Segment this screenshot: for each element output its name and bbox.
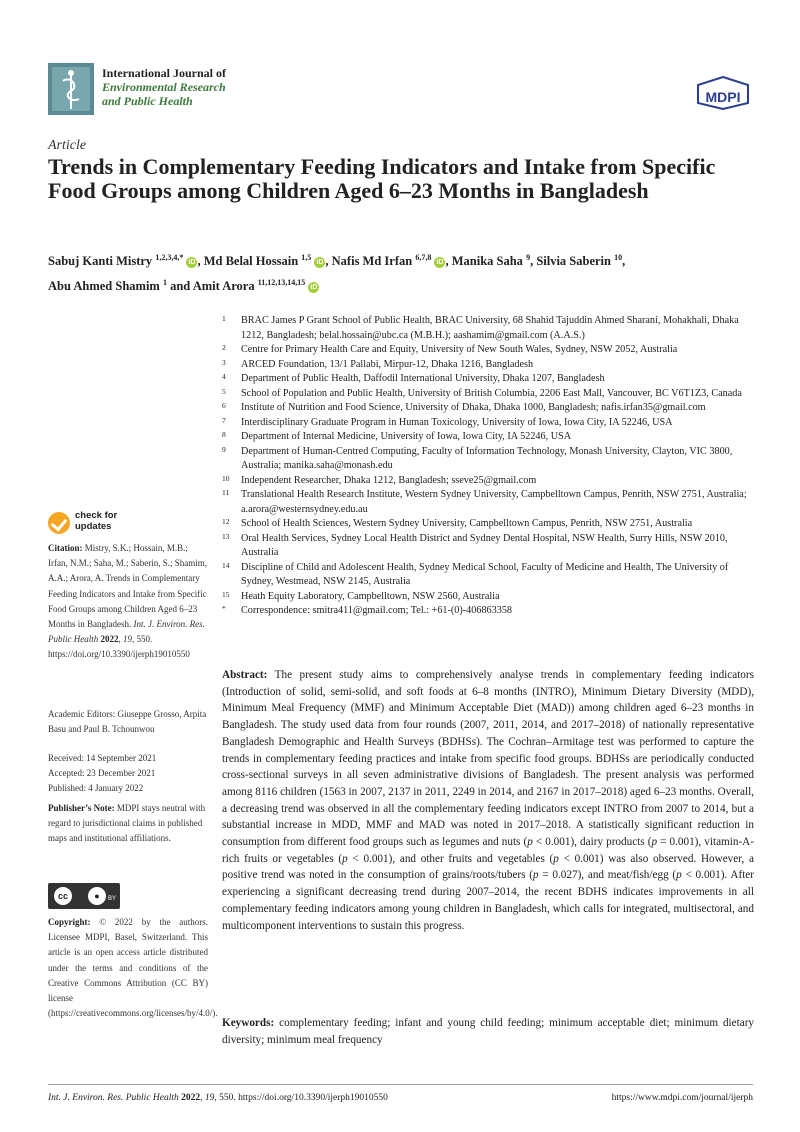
footer-doi[interactable]: , 550. https://doi.org/10.3390/ijerph19010550 — [214, 1093, 388, 1103]
author-separator: and — [166, 279, 193, 294]
author-name[interactable]: Silvia Saberin — [536, 254, 611, 269]
publisher-note-label: Publisher’s Note: — [48, 803, 115, 813]
affiliation-number: * — [222, 604, 226, 613]
affiliation-number: 14 — [222, 560, 230, 570]
affiliation-item — [222, 358, 762, 373]
orcid-icon[interactable]: iD — [188, 259, 196, 267]
affiliation-list — [222, 314, 762, 619]
affiliation-item — [222, 343, 762, 358]
citation-label: Citation: — [48, 543, 83, 553]
affiliation-item — [222, 445, 762, 474]
author-affiliation-marker: 1 — [162, 278, 167, 288]
affiliation-number: 7 — [222, 415, 226, 425]
author-affiliation-marker: 11,12,13,14,15 — [257, 278, 306, 288]
affiliation-text: Institute of Nutrition and Food Science, University of Dhaka, Dhaka 1000, Bangladesh; nafis.irfan35@gmail.com — [241, 402, 706, 413]
affiliation-text: School of Population and Public Health, University of British Columbia, 2206 East Mall, Vancouver, BC V6T1Z3, Canada — [241, 387, 742, 399]
author-name[interactable]: Abu Ahmed Shamim — [48, 279, 160, 294]
caduceus-icon — [48, 63, 94, 115]
article-title: Trends in Complementary Feeding Indicators and Intake from Specific Food Groups among Children Aged 6–23 Months in Bangladesh — [48, 154, 716, 203]
affiliation-item — [222, 532, 762, 561]
author-name[interactable]: Md Belal Hossain — [203, 254, 299, 269]
publisher-note — [48, 801, 208, 847]
author-name[interactable]: Amit Arora — [192, 279, 255, 294]
journal-name — [102, 66, 226, 108]
citation-volume: 19 — [123, 634, 132, 645]
orcid-icon[interactable]: iD — [316, 259, 324, 267]
author-affiliation-marker: 1,5 — [301, 253, 312, 262]
affiliation-text: Heath Equity Laboratory, Campbelltown, NSW 2560, Australia — [241, 590, 500, 602]
academic-editors: Academic Editors: Giuseppe Grosso, Arpita Basu and Paul B. Tchounwou — [48, 709, 207, 735]
affiliation-number: 13 — [222, 531, 230, 541]
citation-year: 2022 — [100, 634, 119, 645]
orcid-icon[interactable]: iD — [310, 284, 318, 292]
keywords-text: complementary feeding; infant and young child feeding; minimum acceptable diet; minimum dietary diversity; minimum meal frequency — [222, 1017, 755, 1046]
p-value-symbol: p — [651, 836, 658, 849]
by-person-icon: ● — [88, 887, 106, 905]
footer-divider — [48, 1084, 753, 1085]
affiliation-number: 11 — [222, 488, 230, 497]
affiliation-item — [222, 387, 762, 402]
abstract-text-1: The present study aims to comprehensively analyse trends in complementary feeding indicators (Introduction of solid, semi-solid, and soft foods at 6–8 months (INTRO), Minimum Dietary Diversity (MDD), Minimum Meal Frequency (MMF) and Minimum Acceptable Diet (MAD)) among children aged 6–23 months in Bangladesh. The study used data from four rounds (2007, 2011, 2014, and 2017–2018) of nationally representative Bangladesh Demographic and Health Surveys (BDHSs). The Cochran–Armitage test was performed to capture the trends in complementary feeding practices and intake from specific food groups. BDHSs are periodically conducted cross-sectional surveys in all seven administrative divisions of Bangladesh. The present analysis was performed among 8116 children (1563 in 2007, 2137 in 2011, 2249 in 2014, and 2167 in 2017–2018) aged 6–23 months. Overall, a decreasing trend was observed in all the complementary feeding indicators except INTRO from 2007 to 2014, but a substantial increase in MDD, MMF and MAD was noted in 2017–2018. A statistically significant reduction in consumption from different food groups such as legumes and nuts ( — [222, 669, 754, 849]
p-value-symbol: p — [676, 869, 682, 882]
author-name[interactable]: Sabuj Kanti Mistry — [48, 254, 153, 269]
affiliation-item — [222, 474, 762, 489]
affiliation-text: Department of Human-Centred Computing, Faculty of Information Technology, Monash University, Clayton, VIC 3800, Australia; manika.saha@monash.edu — [241, 445, 733, 471]
abstract-text-2: < 0.001), dairy products ( — [532, 836, 652, 849]
author-affiliation-marker: 6,7,8 — [415, 253, 432, 262]
received-date: Received: 14 September 2021 — [48, 753, 157, 763]
affiliation-item — [222, 590, 762, 605]
footer-year: 2022 — [181, 1093, 201, 1103]
affiliation-text: ARCED Foundation, 13/1 Pallabi, Mirpur-12, Dhaka 1216, Bangladesh — [241, 358, 534, 370]
by-label: BY — [108, 896, 117, 902]
affiliation-item — [222, 517, 762, 532]
affiliation-text: Oral Health Services, Sydney Local Health District and Sydney Dental Hospital, NSW Health, Surry Hills, NSW 2010, Australia — [241, 532, 728, 558]
publisher-note-text: MDPI stays neutral with regard to jurisdictional claims in published maps and institutional affiliations. — [48, 803, 206, 844]
orcid-icon[interactable]: iD — [436, 259, 444, 267]
affiliation-number: 4 — [222, 372, 226, 381]
abstract-text-5: < 0.001) was also observed. However, a positive trend was noted in the consumption of grains/roots/tubers ( — [222, 852, 754, 882]
affiliation-item — [222, 604, 762, 619]
affiliation-text: Correspondence: smitra411@gmail.com; Tel.: +61-(0)-406863358 — [241, 605, 513, 616]
author-separator: , — [530, 254, 537, 269]
affiliation-number: 3 — [222, 357, 226, 367]
affiliation-item — [222, 416, 762, 431]
affiliation-text: Discipline of Child and Adolescent Health, Sydney Medical School, Faculty of Medicine and Health, The University of Sydney, Westmead, NSW 2145, Australia — [241, 561, 729, 587]
abstract-text-6: = 0.027), and meat/fish/egg ( — [538, 869, 677, 882]
p-value-symbol: p — [527, 836, 533, 849]
cc-by-license-badge[interactable] — [48, 883, 120, 909]
affiliation-item — [222, 372, 762, 387]
affiliation-number: 12 — [222, 517, 230, 526]
citation-block: Citation: Mistry, S.K.; Hossain, M.B.; Irfan, N.M.; Saha, M.; Saberin, S.; Shamim, A.A.; Arora, A. Trends in Complementary Feeding Indicators and Intake from Specific Food Groups among Children Aged 6–23 Months in Bangladesh. Int. J. Environ. Res. Public Health 2022, 19, 550. https://doi.org/10.3390/ijerph19010550 — [48, 543, 207, 660]
affiliation-number: 6 — [222, 401, 226, 410]
affiliation-text: BRAC James P Grant School of Public Health, BRAC University, 68 Shahid Tajuddin Ahmed Sharani, Mohakhali, Dhaka 1212, Bangladesh; belal.hossain@ubc.ca (M.B.H.); aashamim@gmail.com (A.A.S.) — [241, 315, 739, 341]
affiliation-text: Independent Researcher, Dhaka 1212, Bangladesh; sseve25@gmail.com — [241, 474, 537, 486]
author-separator: , — [197, 254, 204, 269]
journal-name-line3: and Public Health — [102, 94, 193, 108]
footer-volume: 19 — [204, 1093, 215, 1103]
journal-name-line2: Environmental Research — [102, 80, 226, 94]
affiliation-number: 9 — [222, 444, 226, 454]
affiliation-text: School of Health Sciences, Western Sydney University, Campbelltown Campus, Penrith, NSW 2751, Australia — [241, 518, 693, 529]
author-list — [48, 247, 753, 297]
affiliation-text: Interdisciplinary Graduate Program in Human Toxicology, University of Iowa, Iowa City, IA 52246, USA — [241, 416, 673, 428]
author-separator: , — [622, 254, 626, 269]
accepted-date: Accepted: 23 December 2021 — [48, 768, 156, 779]
author-name[interactable]: Nafis Md Irfan — [331, 254, 413, 269]
affiliation-number: 15 — [222, 589, 230, 599]
copyright-text: © 2022 by the authors. Licensee MDPI, Basel, Switzerland. This article is an open access article distributed under the terms and conditions of the Creative Commons Attribution (CC BY) license (https://creativecommons.org/licenses/by/4.0/). — [48, 917, 218, 1019]
affiliation-item — [222, 430, 762, 445]
publication-dates — [48, 751, 208, 797]
citation-doi[interactable]: , 550. https://doi.org/10.3390/ijerph19010550 — [48, 634, 190, 660]
affiliation-text: Department of Internal Medicine, University of Iowa, Iowa City, IA 52246, USA — [241, 431, 572, 442]
author-separator: , — [445, 254, 452, 269]
p-value-symbol: p — [553, 852, 559, 865]
journal-logo — [48, 63, 94, 115]
check-updates-line1: check for — [75, 510, 118, 521]
p-value-symbol: p — [342, 852, 348, 865]
abstract-label: Abstract: — [222, 669, 268, 681]
author-affiliation-marker: 10 — [614, 253, 623, 262]
affiliation-item — [222, 561, 762, 590]
keywords-label: Keywords: — [222, 1017, 275, 1029]
check-updates-line2: updates — [75, 521, 112, 532]
affiliation-number: 10 — [222, 473, 230, 483]
affiliation-text: Translational Health Research Institute, Western Sydney University, Campbelltown Campus, Penrith, NSW 2751, Australia; a.arora@westernsydney.edu.au — [241, 489, 747, 515]
affiliation-number: 5 — [222, 386, 226, 396]
journal-name-line1: International Journal of — [102, 66, 227, 80]
author-name[interactable]: Manika Saha — [451, 254, 523, 269]
affiliation-number: 2 — [222, 343, 226, 352]
citation-text: Mistry, S.K.; Hossain, M.B.; Irfan, N.M.; Saha, M.; Saberin, S.; Shamim, A.A.; Arora, A. Trends in Complementary Feeding Indicators and Intake from Specific Food Groups among Children Aged 6–23 Months in Bangladesh. — [48, 543, 207, 630]
affiliation-item — [222, 401, 762, 416]
affiliation-number: 1 — [222, 314, 226, 323]
abstract-text-4: < 0.001), and other fruits and vegetables ( — [347, 852, 554, 865]
published-date: Published: 4 January 2022 — [48, 783, 144, 794]
copyright-label: Copyright: — [48, 917, 91, 927]
article-type: Article — [48, 138, 87, 153]
copyright-block — [48, 915, 218, 1021]
author-affiliation-marker: 9 — [526, 253, 531, 262]
footer-journal-url[interactable]: https://www.mdpi.com/journal/ijerph — [611, 1093, 753, 1103]
cc-icon: cc — [54, 887, 72, 905]
author-separator: , — [325, 254, 332, 269]
affiliation-item — [222, 314, 762, 343]
affiliation-text: Department of Public Health, Daffodil International University, Dhaka 1207, Bangladesh — [241, 373, 605, 384]
mdpi-logo-text: MDPI — [705, 89, 741, 105]
mdpi-logo — [694, 76, 752, 115]
abstract — [222, 667, 754, 934]
p-value-symbol: p — [532, 869, 539, 882]
affiliation-item — [222, 488, 762, 517]
keywords — [222, 1015, 754, 1048]
affiliation-number: 8 — [222, 430, 226, 439]
check-icon — [48, 512, 70, 534]
affiliation-text: Centre for Primary Health Care and Equity, University of New South Wales, Sydney, NSW 2052, Australia — [241, 344, 678, 355]
citation-journal: Int. J. Environ. Res. Public Health — [48, 619, 205, 645]
abstract-text-3: = 0.001), vitamin-A-rich fruits or vegetables ( — [222, 836, 754, 865]
abstract-text-7: < 0.001). After experiencing a significant decreasing trend during 2007–2014, the recent BDHS indicates improvements in all complementary feeding indicators among young children in Bangladesh, which calls for integrated, multisectoral, and multicomponent interventions to sustain this progress. — [222, 869, 754, 932]
footer-journal: Int. J. Environ. Res. Public Health — [48, 1093, 179, 1103]
author-affiliation-marker: 1,2,3,4,* — [155, 253, 184, 262]
footer-citation: Int. J. Environ. Res. Public Health 2022, 19, 550. https://doi.org/10.3390/ijerph19010550 — [48, 1093, 388, 1103]
